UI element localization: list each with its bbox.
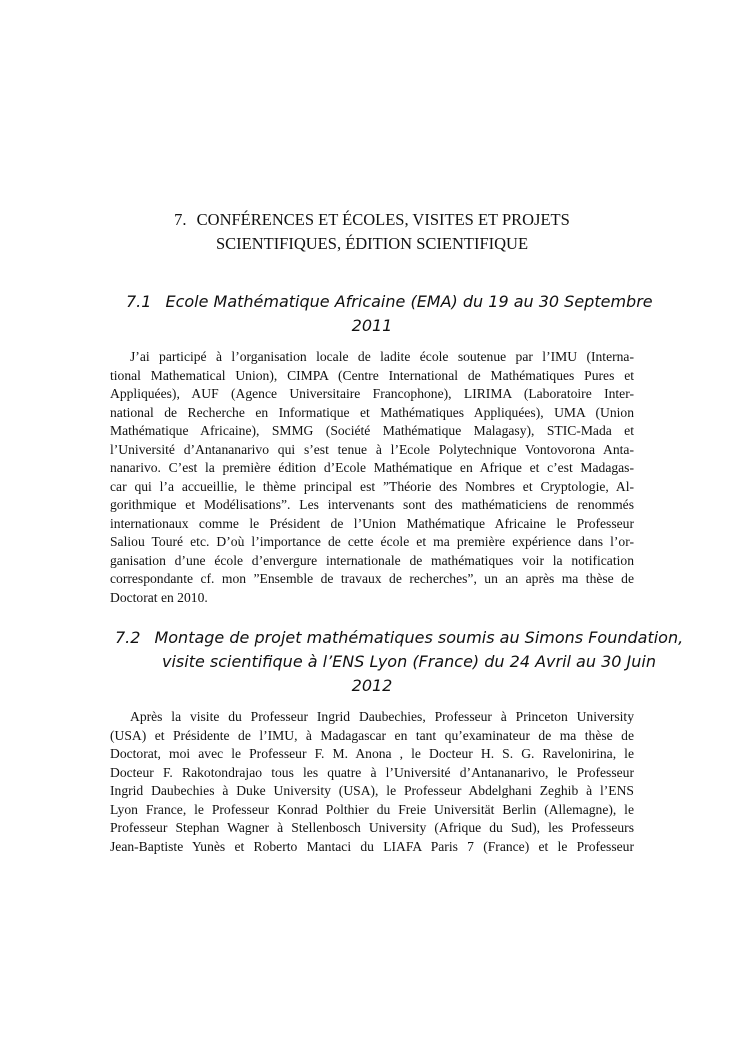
chapter-title [110,208,634,256]
paragraph-line: Lyon France, le Professeur Konrad Polthier du Freie Universität Berlin (Allemagne), le [110,801,634,817]
chapter-title-line-2: SCIENTIFIQUES, ÉDITION SCIENTIFIQUE [215,234,529,253]
section-title-line-2: 2011 [351,316,393,335]
section-7-1-paragraph [110,348,634,607]
paragraph-line: gorithmique et Modélisations”. Les intervenants sont des mathématiciens de renommés [110,497,634,512]
paragraph-line: Appliquées), AUF (Agence Universitaire Francophone), LIRIMA (Laboratoire Inter- [110,386,634,401]
paragraph-line: J’ai participé à l’organisation locale de ladite école soutenue par l’IMU (Interna- [130,349,634,364]
paragraph-line: tional Mathematical Union), CIMPA (Centre International de Mathématiques Pures et [110,367,634,383]
paragraph-line: Professeur Stephan Wagner à Stellenbosch University (Afrique du Sud), les Professeurs [110,820,634,835]
paragraph-line: national de Recherche en Informatique et Mathématiques Appliquées), UMA (Union [110,404,634,420]
paragraph-line: Ingrid Daubechies à Duke University (USA), le Professeur Abdelghani Zeghib à l’ENS [110,783,634,798]
paragraph-line: internationaux comme le Président de l’Union Mathématique Africaine le Professeur [110,515,634,531]
paragraph-line: (USA) et Présidente de l’IMU, à Madagascar en tant qu’examinateur de ma thèse de [110,727,634,743]
paragraph-line: Saliou Touré etc. D’où l’importance de cette école et ma première expérience dans l’or- [110,534,634,549]
paragraph-line: Doctorat en 2010. [110,589,208,605]
section-title-line-2: visite scientifique à l’ENS Lyon (France) du 24 Avril au 30 Juin [162,652,656,671]
section-title-line-1: Montage de projet mathématiques soumis au Simons Foundation, [154,628,684,647]
paragraph-line: Doctorat, moi avec le Professeur F. M. Anona , le Docteur H. S. G. Ravelonirina, le [110,746,634,761]
section-7-1-heading [110,290,653,338]
section-number: 7.1 [126,292,152,311]
paragraph-line: Jean-Baptiste Yunès et Roberto Mantaci du LIAFA Paris 7 (France) et le Professeur [110,838,634,854]
paragraph-line: Après la visite du Professeur Ingrid Daubechies, Professeur à Princeton University [130,709,634,724]
section-number: 7.2 [115,628,141,647]
section-title-line-3: 2012 [351,676,393,695]
paragraph-line: nanarivo. C’est la première édition d’Ecole Mathématique en Afrique et c’est Madagas- [110,460,634,475]
paragraph-line: Mathématique Africaine), SMMG (Société Mathématique Malagasy), STIC-Mada et [110,423,634,438]
paragraph-line: ganisation d’une école d’envergure internationale de mathématiques voir la notification [110,552,634,568]
section-title-line-1: Ecole Mathématique Africaine (EMA) du 19 au 30 Septembre [165,292,653,311]
chapter-title-line-1: 7. CONFÉRENCES ET ÉCOLES, VISITES ET PROJETS [174,210,570,229]
paragraph-line: car qui l’a accueillie, le thème principal est ”Théorie des Nombres et Cryptologie, Al- [110,478,634,494]
chapter-number: 7. [174,210,187,229]
section-7-2-paragraph [110,708,634,856]
section-7-2-heading [110,626,684,698]
paragraph-line: l’Université d’Antananarivo qui s’est tenue à l’Ecole Polytechnique Vontovorona Anta- [110,441,634,457]
paragraph-line: correspondante cf. mon ”Ensemble de travaux de recherches”, un an après ma thèse de [110,571,634,586]
paragraph-line: Docteur F. Rakotondrajao tous les quatre à l’Université d’Antananarivo, le Professeur [110,764,634,780]
